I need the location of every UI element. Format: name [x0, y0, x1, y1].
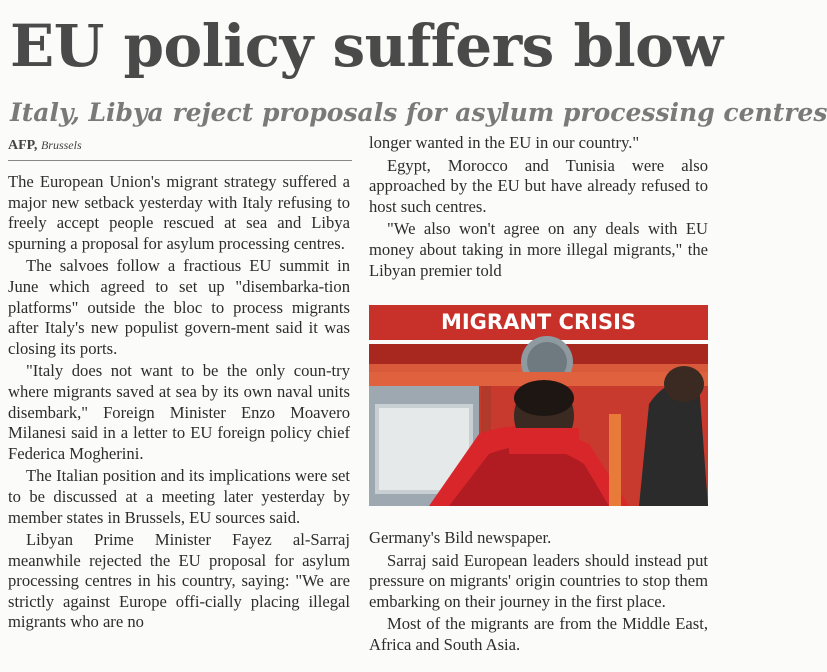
paragraph: Most of the migrants are from the Middle East, Africa and South Asia. [369, 614, 708, 654]
byline-place: Brussels [40, 138, 82, 152]
subheadline: Italy, Libya reject proposals for asylum processing centres [10, 98, 827, 127]
paragraph: "Italy does not want to be the only coun-try where migrants saved at sea by its own naval units disembark," Foreign Minister Enzo Moavero Milanesi said in a letter to EU foreign policy chief Federica Mogherini. [8, 361, 350, 463]
paragraph: The Italian position and its implications were set to be discussed at a meeting later yesterday by member states in Brussels, EU sources said. [8, 466, 350, 527]
paragraph: The salvoes follow a fractious EU summit in June which agreed to set up "disembarka-tion platforms" outside the bloc to process migrants after Italy's new populist govern-ment said it was closing its ports. [8, 256, 350, 358]
article-left-column [8, 172, 350, 635]
paragraph: Germany's Bild newspaper. [369, 528, 552, 547]
paragraph: The European Union's migrant strategy suffered a major new setback yesterday with Italy refusing to freely accept people rescued at sea and Libya spurning a proposal for asylum processing centres. [8, 172, 350, 253]
photo-illustration [369, 344, 708, 506]
article-right-column-bottom [369, 528, 708, 658]
photo-banner: MIGRANT CRISIS [369, 305, 708, 340]
paragraph: Egypt, Morocco and Tunisia were also approached by the EU but have already refused to host such centres. [369, 155, 708, 216]
byline-divider [8, 160, 352, 161]
paragraph: Libyan Prime Minister Fayez al-Sarraj meanwhile rejected the EU proposal for asylum processing centres in his country, saying: "We are strictly against Europe offi-cially placing illegal migrants who are no [8, 530, 350, 632]
paragraph: longer wanted in the EU in our country." [369, 133, 640, 152]
byline-agency: AFP, [8, 138, 38, 153]
paragraph: Sarraj said European leaders should instead put pressure on migrants' origin countries to stop them embarking on their journey in the first place. [369, 550, 708, 611]
news-photo [369, 344, 708, 506]
paragraph: "We also won't agree on any deals with EU money about taking in more illegal migrants," the Libyan premier told [369, 219, 708, 280]
article-right-column-top [369, 133, 708, 283]
headline: EU policy suffers blow [10, 12, 723, 80]
byline [8, 138, 352, 154]
